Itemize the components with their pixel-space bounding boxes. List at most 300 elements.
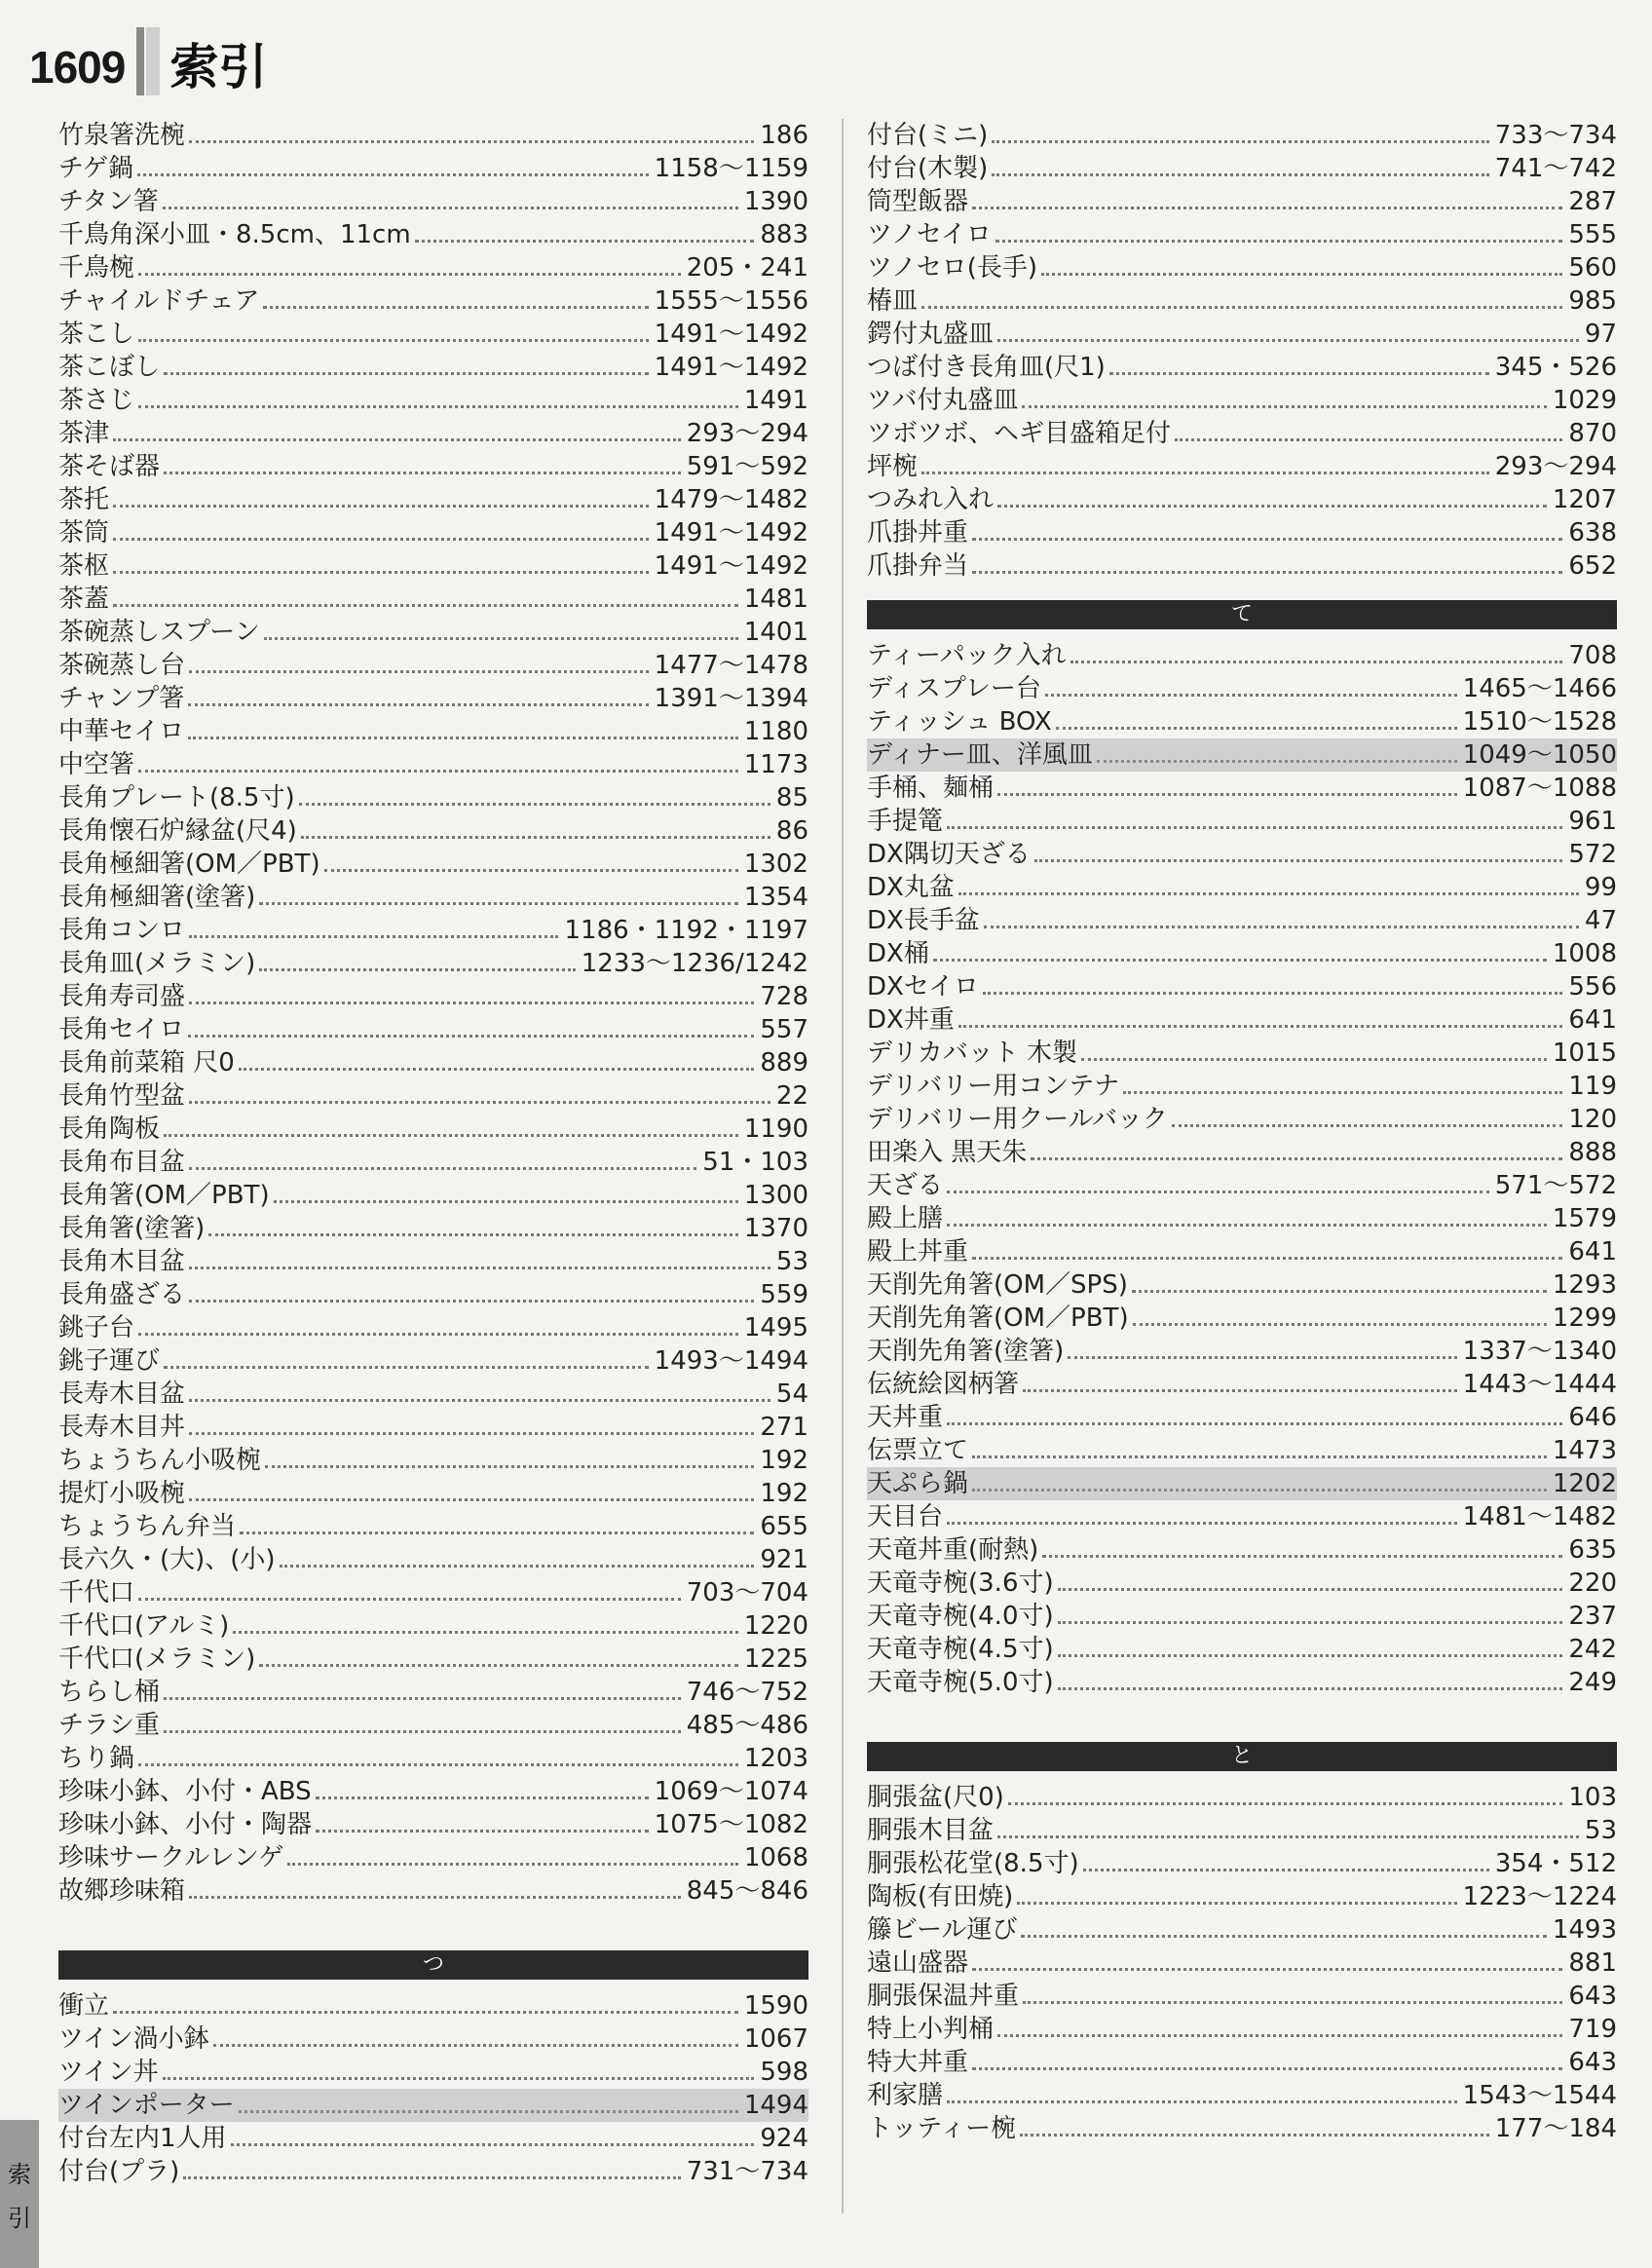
leader-dots xyxy=(137,173,649,176)
index-entry xyxy=(867,1814,1617,1847)
entry-page: 1510〜1528 xyxy=(1462,707,1617,737)
entry-page: 103 xyxy=(1568,1783,1617,1812)
entry-name: チラシ重 xyxy=(58,1711,161,1740)
entry-page: 354・512 xyxy=(1494,1849,1617,1878)
entry-name: 利家膳 xyxy=(867,2081,944,2110)
entry-page: 192 xyxy=(760,1446,808,1475)
entry-page: 883 xyxy=(760,220,808,249)
leader-dots xyxy=(947,1522,1457,1525)
leader-dots xyxy=(113,2011,738,2014)
entry-name: ツバ付丸盛皿 xyxy=(867,386,1019,415)
entry-page: 345・526 xyxy=(1494,353,1617,382)
entry-page: 271 xyxy=(760,1413,808,1442)
entry-page: 1190 xyxy=(743,1115,808,1144)
index-entry xyxy=(58,2122,808,2155)
entry-page: 1481 xyxy=(743,585,808,614)
leader-dots xyxy=(259,968,575,971)
entry-name: ツボツボ、ヘギ目盛箱足付 xyxy=(867,419,1172,448)
entry-name: ちり鍋 xyxy=(58,1744,135,1773)
leader-dots xyxy=(113,571,649,574)
leader-dots xyxy=(138,339,649,342)
leader-dots xyxy=(995,240,1562,243)
entry-page: 1029 xyxy=(1552,386,1617,415)
entry-name: 天竜寺椀(5.0寸) xyxy=(867,1668,1054,1697)
entry-name: 胴張保温丼重 xyxy=(867,1982,1020,2011)
index-entry xyxy=(58,914,808,947)
leader-dots xyxy=(1008,1802,1563,1805)
entry-page: 1173 xyxy=(743,750,808,779)
index-entry xyxy=(58,1278,808,1311)
leader-dots xyxy=(138,1333,738,1336)
entry-name: 長寿木目盆 xyxy=(58,1380,186,1409)
entry-name: 千鳥椀 xyxy=(58,253,135,283)
index-entry xyxy=(58,1079,808,1113)
index-entry xyxy=(867,871,1617,904)
leader-dots xyxy=(274,1200,738,1203)
entry-name: 長角寿司盛 xyxy=(58,982,186,1011)
entry-name: チャンプ箸 xyxy=(58,684,185,713)
index-entry xyxy=(58,748,808,781)
entry-page: 1186・1192・1197 xyxy=(564,916,808,945)
index-entry xyxy=(867,1037,1617,1070)
entry-page: 733〜734 xyxy=(1494,121,1617,150)
entry-name: 珍味小鉢、小付・ABS xyxy=(58,1777,312,1806)
leader-dots xyxy=(997,339,1579,342)
entry-name: DX長手盆 xyxy=(867,906,980,935)
entry-name: 銚子運び xyxy=(58,1346,161,1376)
leader-dots xyxy=(1058,1588,1563,1591)
leader-dots xyxy=(189,1432,754,1435)
entry-name: 珍味サークルレンゲ xyxy=(58,1843,284,1872)
index-entry xyxy=(867,1467,1617,1500)
index-entry xyxy=(867,1202,1617,1235)
entry-name: 千代口(メラミン) xyxy=(58,1644,256,1674)
entry-name: ツイン渦小鉢 xyxy=(58,2024,209,2054)
entry-page: 708 xyxy=(1568,641,1617,670)
entry-page: 1337〜1340 xyxy=(1462,1337,1617,1366)
index-entry xyxy=(58,1709,808,1742)
entry-page: 1015 xyxy=(1552,1039,1617,1068)
entry-name: 中華セイロ xyxy=(58,717,185,746)
entry-name: つみれ入れ xyxy=(867,485,995,514)
entry-name: 籐ビール運び xyxy=(867,1915,1018,1945)
index-entry xyxy=(58,185,808,218)
leader-dots xyxy=(164,1730,681,1733)
entry-name: DX丸盆 xyxy=(867,873,955,902)
entry-page: 1069〜1074 xyxy=(654,1777,808,1806)
leader-dots xyxy=(958,892,1579,895)
entry-name: DX桶 xyxy=(867,939,929,968)
entry-page: 643 xyxy=(1568,1982,1617,2011)
entry-page: 293〜294 xyxy=(1494,452,1617,481)
index-entry xyxy=(58,2056,808,2089)
entry-name: 長角前菜箱 尺0 xyxy=(58,1048,235,1077)
entry-page: 99 xyxy=(1584,873,1617,902)
leader-dots xyxy=(1023,2001,1562,2004)
entry-name: 天竜寺椀(4.0寸) xyxy=(867,1602,1054,1631)
entry-page: 47 xyxy=(1584,906,1617,935)
leader-dots xyxy=(263,306,648,309)
entry-page: 845〜846 xyxy=(686,1876,808,1906)
index-entry xyxy=(867,1567,1617,1600)
entry-page: 556 xyxy=(1568,972,1617,1002)
entry-name: ツノセイロ xyxy=(867,220,992,249)
entry-name: トッティー椀 xyxy=(867,2114,1017,2143)
entry-name: 伝統絵図柄箸 xyxy=(867,1370,1020,1399)
leader-dots xyxy=(972,571,1562,574)
entry-page: 177〜184 xyxy=(1494,2114,1617,2143)
entry-page: 54 xyxy=(775,1380,808,1409)
entry-page: 1370 xyxy=(743,1214,808,1243)
entry-name: 陶板(有田焼) xyxy=(867,1882,1014,1911)
index-entry xyxy=(58,1245,808,1278)
leader-dots xyxy=(1133,1323,1547,1326)
entry-page: 1491 xyxy=(743,386,808,415)
entry-name: 長角竹型盆 xyxy=(58,1081,186,1111)
entry-name: 長角皿(メラミン) xyxy=(58,949,256,978)
entry-page: 643 xyxy=(1568,2048,1617,2077)
entry-name: ティーパック入れ xyxy=(867,641,1067,670)
entry-name: 長角懐石炉縁盆(尺4) xyxy=(58,816,297,846)
leader-dots xyxy=(189,140,754,143)
leader-dots xyxy=(1034,859,1563,862)
entry-page: 85 xyxy=(775,783,808,813)
entry-page: 635 xyxy=(1568,1535,1617,1565)
leader-dots xyxy=(947,1191,1489,1193)
index-entry xyxy=(58,318,808,351)
entry-page: 889 xyxy=(760,1048,808,1077)
entry-page: 731〜734 xyxy=(686,2157,808,2186)
index-entry xyxy=(867,1070,1617,1103)
index-entry xyxy=(58,2089,808,2122)
leader-dots xyxy=(231,2143,755,2146)
entry-name: 長角極細箸(塗箸) xyxy=(58,883,256,912)
entry-page: 1223〜1224 xyxy=(1462,1882,1617,1911)
leader-dots xyxy=(188,703,648,706)
index-entry xyxy=(58,1775,808,1808)
index-entry xyxy=(867,384,1617,417)
entry-page: 1225 xyxy=(743,1644,808,1674)
leader-dots xyxy=(259,1664,738,1667)
entry-page: 1493 xyxy=(1552,1915,1617,1945)
entry-page: 120 xyxy=(1568,1105,1617,1134)
index-entry xyxy=(58,483,808,516)
index-entry xyxy=(867,251,1617,284)
entry-name: つば付き長角皿(尺1) xyxy=(867,353,1106,382)
entry-name: 千鳥角深小皿・8.5cm、11cm xyxy=(58,220,411,249)
entry-page: 1180 xyxy=(743,717,808,746)
leader-dots xyxy=(921,472,1489,474)
entry-name: 筒型飯器 xyxy=(867,187,969,216)
entry-page: 598 xyxy=(760,2058,808,2087)
section-heading-te: て xyxy=(867,600,1617,629)
entry-page: 242 xyxy=(1568,1635,1617,1664)
leader-dots xyxy=(921,306,1562,309)
index-entry xyxy=(867,483,1617,516)
index-entry xyxy=(58,1576,808,1609)
index-entry xyxy=(867,1136,1617,1169)
leader-dots xyxy=(189,670,649,673)
index-entry xyxy=(867,1434,1617,1467)
leader-dots xyxy=(1045,694,1457,697)
entry-name: 茶津 xyxy=(58,419,110,448)
leader-dots xyxy=(208,1233,738,1236)
index-entry xyxy=(867,516,1617,549)
index-entry xyxy=(867,1169,1617,1202)
leader-dots xyxy=(316,1830,649,1833)
index-entry xyxy=(867,218,1617,251)
leader-dots xyxy=(947,1224,1547,1227)
index-entry xyxy=(58,284,808,318)
leader-dots xyxy=(1109,372,1489,375)
entry-name: 天竜寺椀(3.6寸) xyxy=(867,1569,1054,1598)
index-entry xyxy=(867,2046,1617,2079)
index-entry xyxy=(867,1302,1617,1335)
page-title: 索引 xyxy=(169,38,268,95)
entry-name: 茶托 xyxy=(58,485,110,514)
entry-name: DX隅切天ざる xyxy=(867,840,1031,869)
index-entry xyxy=(58,119,808,152)
leader-dots xyxy=(1175,438,1562,441)
entry-page: 741〜742 xyxy=(1494,154,1617,183)
entry-page: 703〜704 xyxy=(686,1578,808,1607)
entry-page: 572 xyxy=(1568,840,1617,869)
index-entry xyxy=(867,549,1617,583)
entry-page: 1477〜1478 xyxy=(654,651,808,680)
entry-page: 1590 xyxy=(743,1991,808,2021)
index-entry xyxy=(867,1335,1617,1368)
entry-name: 爪掛丼重 xyxy=(867,518,969,548)
page-header xyxy=(29,27,267,95)
leader-dots xyxy=(415,240,755,243)
entry-page: 1390 xyxy=(743,187,808,216)
index-entry xyxy=(867,904,1617,937)
index-entry xyxy=(58,251,808,284)
index-entry xyxy=(867,2079,1617,2112)
leader-dots xyxy=(164,1697,681,1700)
entry-page: 1299 xyxy=(1552,1304,1617,1333)
leader-dots xyxy=(972,538,1562,541)
entry-page: 1491〜1492 xyxy=(654,320,808,349)
entry-name: 長六久・(大)、(小) xyxy=(58,1545,276,1574)
entry-name: ちらし桶 xyxy=(58,1678,161,1707)
leader-dots xyxy=(1022,405,1546,408)
entry-page: 1493〜1494 xyxy=(654,1346,808,1376)
index-entry xyxy=(867,838,1617,871)
index-entry xyxy=(867,738,1617,772)
entry-name: 茶こぼし xyxy=(58,353,161,382)
entry-name: ティッシュ BOX xyxy=(867,707,1052,737)
leader-dots xyxy=(188,1035,754,1038)
entry-name: ディナー皿、洋風皿 xyxy=(867,740,1093,770)
entry-name: 銚子台 xyxy=(58,1313,135,1342)
leader-dots xyxy=(997,2034,1562,2037)
leader-dots xyxy=(240,1531,754,1534)
entry-name: 天削先角箸(塗箸) xyxy=(867,1337,1065,1366)
index-entry xyxy=(58,1146,808,1179)
entry-name: 特上小判桶 xyxy=(867,2015,995,2044)
entry-page: 961 xyxy=(1568,807,1617,836)
leader-dots xyxy=(213,2044,738,2047)
leader-dots xyxy=(972,1968,1562,1971)
entry-name: 長角箸(塗箸) xyxy=(58,1214,206,1243)
entry-page: 237 xyxy=(1568,1602,1617,1631)
entry-page: 1293 xyxy=(1552,1270,1617,1300)
entry-name: 付台(木製) xyxy=(867,154,989,183)
entry-page: 1233〜1236/1242 xyxy=(581,949,808,978)
entry-page: 1543〜1544 xyxy=(1462,2081,1617,2110)
leader-dots xyxy=(189,1101,770,1104)
entry-name: 胴張木目盆 xyxy=(867,1816,995,1845)
leader-dots xyxy=(163,207,738,209)
entry-page: 1202 xyxy=(1552,1469,1617,1498)
index-list-te xyxy=(867,639,1617,1699)
index-entry xyxy=(58,218,808,251)
entry-page: 1008 xyxy=(1552,939,1617,968)
entry-name: 爪掛弁当 xyxy=(867,551,969,581)
leader-dots xyxy=(113,438,681,441)
leader-dots xyxy=(983,992,1562,995)
leader-dots xyxy=(138,1598,681,1601)
entry-page: 293〜294 xyxy=(686,419,808,448)
entry-name: DX丼重 xyxy=(867,1005,955,1035)
index-entry xyxy=(58,1113,808,1146)
entry-name: 中空箸 xyxy=(58,750,135,779)
index-entry xyxy=(867,639,1617,672)
leader-dots xyxy=(997,1835,1579,1838)
index-entry xyxy=(867,1533,1617,1567)
index-entry xyxy=(58,1609,808,1643)
entry-page: 591〜592 xyxy=(686,452,808,481)
entry-name: 茶枢 xyxy=(58,551,110,581)
index-entry xyxy=(58,1046,808,1079)
column-divider xyxy=(842,119,844,2213)
entry-name: 茶筒 xyxy=(58,518,110,548)
index-entry xyxy=(867,318,1617,351)
index-entry xyxy=(58,450,808,483)
leader-dots xyxy=(947,826,1562,829)
index-entry xyxy=(58,1411,808,1444)
index-entry xyxy=(867,1880,1617,1913)
entry-page: 97 xyxy=(1584,320,1617,349)
leader-dots xyxy=(164,372,649,375)
entry-page: 1479〜1482 xyxy=(654,485,808,514)
entry-name: デリバリー用クールバック xyxy=(867,1105,1168,1134)
entry-page: 641 xyxy=(1568,1005,1617,1035)
index-entry xyxy=(867,1500,1617,1533)
entry-name: 千代口(アルミ) xyxy=(58,1611,230,1641)
entry-page: 652 xyxy=(1568,551,1617,581)
entry-name: チゲ鍋 xyxy=(58,154,133,183)
index-entry xyxy=(58,1989,808,2022)
entry-page: 557 xyxy=(760,1015,808,1044)
entry-name: チャイルドチェア xyxy=(58,286,260,316)
index-entry xyxy=(867,1600,1617,1633)
entry-page: 1220 xyxy=(743,1611,808,1641)
entry-page: 571〜572 xyxy=(1494,1171,1617,1200)
index-entry xyxy=(58,1179,808,1212)
index-entry xyxy=(58,417,808,450)
entry-page: 1579 xyxy=(1552,1204,1617,1233)
index-entry xyxy=(58,1510,808,1543)
index-entry xyxy=(58,384,808,417)
entry-page: 888 xyxy=(1568,1138,1617,1167)
entry-name: 長角極細箸(OM／PBT) xyxy=(58,850,320,879)
leader-dots xyxy=(189,1167,696,1170)
index-entry xyxy=(867,1103,1617,1136)
entry-name: 天竜丼重(耐熱) xyxy=(867,1535,1039,1565)
index-entry xyxy=(58,1874,808,1908)
leader-dots xyxy=(301,836,770,839)
index-entry xyxy=(867,2013,1617,2046)
entry-name: 故郷珍味箱 xyxy=(58,1876,186,1906)
leader-dots xyxy=(997,793,1457,796)
leader-dots xyxy=(259,902,738,905)
entry-name: 竹泉箸洗椀 xyxy=(58,121,186,150)
index-entry xyxy=(58,1676,808,1709)
entry-name: 衝立 xyxy=(58,1991,110,2021)
entry-page: 220 xyxy=(1568,1569,1617,1598)
entry-name: 茶さじ xyxy=(58,386,135,415)
index-column-left xyxy=(58,119,808,2188)
leader-dots xyxy=(164,472,681,474)
entry-page: 53 xyxy=(1584,1816,1617,1845)
entry-name: 天削先角箸(OM／PBT) xyxy=(867,1304,1129,1333)
entry-name: 天削先角箸(OM／SPS) xyxy=(867,1270,1128,1300)
index-entry xyxy=(867,805,1617,838)
leader-dots xyxy=(984,926,1579,928)
entry-page: 1354 xyxy=(743,883,808,912)
entry-page: 1203 xyxy=(743,1744,808,1773)
entry-page: 646 xyxy=(1568,1403,1617,1432)
section-heading-tsu: つ xyxy=(58,1950,808,1980)
leader-dots xyxy=(189,1399,770,1402)
entry-page: 559 xyxy=(760,1280,808,1309)
index-entry xyxy=(58,947,808,980)
index-entry xyxy=(58,1212,808,1245)
leader-dots xyxy=(958,1025,1563,1028)
entry-name: 伝票立て xyxy=(867,1436,969,1465)
leader-dots xyxy=(1058,1687,1563,1690)
entry-name: 天ざる xyxy=(867,1171,944,1200)
entry-name: ディスプレー台 xyxy=(867,674,1041,703)
leader-dots xyxy=(189,1002,754,1004)
entry-page: 985 xyxy=(1568,286,1617,316)
index-entry xyxy=(58,848,808,881)
entry-page: 555 xyxy=(1568,220,1617,249)
leader-dots xyxy=(189,1300,754,1303)
index-entry xyxy=(867,1913,1617,1947)
entry-name: 茶蓋 xyxy=(58,585,110,614)
entry-page: 1491〜1492 xyxy=(654,518,808,548)
leader-dots xyxy=(1172,1124,1562,1127)
entry-name: 坪椀 xyxy=(867,452,919,481)
leader-dots xyxy=(972,1489,1547,1492)
index-entry xyxy=(867,119,1617,152)
index-entry xyxy=(867,1003,1617,1037)
entry-page: 1049〜1050 xyxy=(1462,740,1617,770)
index-side-tab xyxy=(0,2120,39,2268)
index-entry xyxy=(867,937,1617,970)
leader-dots xyxy=(287,1863,737,1866)
entry-page: 51・103 xyxy=(702,1148,808,1177)
entry-name: 長角箸(OM／PBT) xyxy=(58,1181,270,1210)
index-entry xyxy=(867,1847,1617,1880)
entry-page: 728 xyxy=(760,982,808,1011)
entry-page: 1391〜1394 xyxy=(654,684,808,713)
entry-page: 1158〜1159 xyxy=(654,154,808,183)
entry-page: 485〜486 xyxy=(686,1711,808,1740)
